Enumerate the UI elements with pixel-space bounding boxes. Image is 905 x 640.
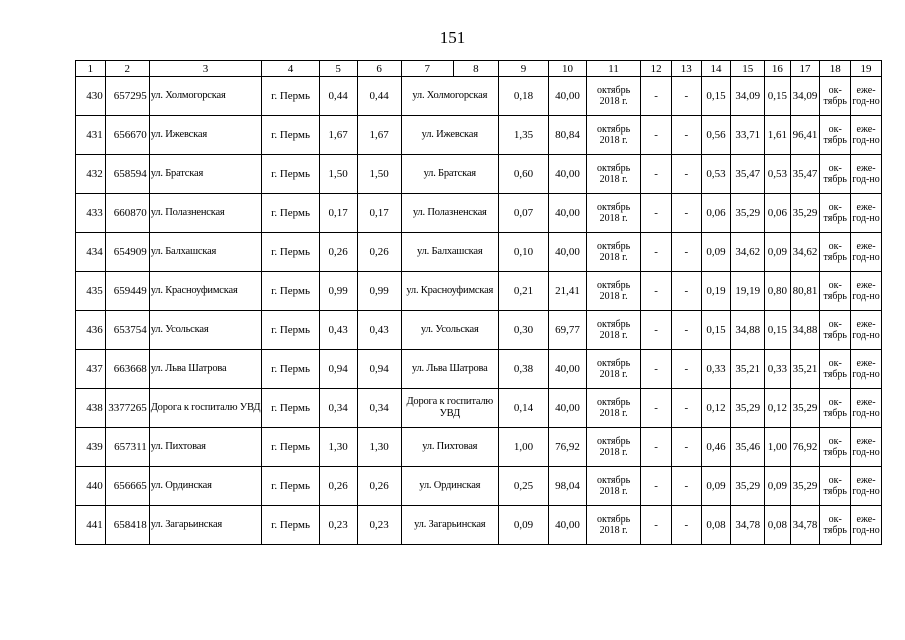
row-number-cell: 431: [76, 116, 106, 155]
table-row: [76, 272, 882, 311]
month-cell: ок-тябрь: [820, 272, 851, 311]
code-cell: 656665: [105, 467, 149, 506]
month-cell: ок-тябрь: [820, 77, 851, 116]
frequency-cell: еже-год-но: [851, 233, 882, 272]
value-cell: 1,67: [357, 116, 401, 155]
code-cell: 3377265: [105, 389, 149, 428]
column-header: 18: [820, 61, 851, 77]
value-cell: 76,92: [790, 428, 820, 467]
table-row: [76, 350, 882, 389]
city-cell: г. Пермь: [262, 155, 319, 194]
city-cell: г. Пермь: [262, 272, 319, 311]
city-cell: г. Пермь: [262, 506, 319, 545]
date-cell: октябрь 2018 г.: [586, 350, 640, 389]
city-cell: г. Пермь: [262, 233, 319, 272]
value-cell: 40,00: [549, 155, 587, 194]
column-header: 12: [641, 61, 672, 77]
value-cell: 0,10: [498, 233, 548, 272]
table-row: [76, 116, 882, 155]
table-row: [76, 194, 882, 233]
frequency-cell: еже-год-но: [851, 350, 882, 389]
dash-cell: -: [671, 116, 701, 155]
date-cell: октябрь 2018 г.: [586, 77, 640, 116]
value-cell: 40,00: [549, 194, 587, 233]
date-cell: октябрь 2018 г.: [586, 194, 640, 233]
roads-table-container: [75, 60, 882, 545]
table-row: [76, 311, 882, 350]
value-cell: 80,81: [790, 272, 820, 311]
value-cell: 35,29: [790, 389, 820, 428]
value-cell: 0,09: [701, 233, 731, 272]
value-cell: 34,62: [731, 233, 765, 272]
value-cell: 0,26: [319, 467, 357, 506]
frequency-cell: еже-год-но: [851, 272, 882, 311]
road-name-cell: ул. Полазненская: [401, 194, 498, 233]
value-cell: 0,46: [701, 428, 731, 467]
city-cell: г. Пермь: [262, 77, 319, 116]
column-header: 2: [105, 61, 149, 77]
page-number: 151: [439, 28, 466, 47]
column-header: 1: [76, 61, 106, 77]
value-cell: 69,77: [549, 311, 587, 350]
city-cell: г. Пермь: [262, 311, 319, 350]
dash-cell: -: [641, 350, 672, 389]
frequency-cell: еже-год-но: [851, 506, 882, 545]
month-cell: ок-тябрь: [820, 350, 851, 389]
column-header: 5: [319, 61, 357, 77]
code-cell: 658418: [105, 506, 149, 545]
column-header: 9: [498, 61, 548, 77]
dash-cell: -: [641, 155, 672, 194]
date-cell: октябрь 2018 г.: [586, 311, 640, 350]
value-cell: 0,38: [498, 350, 548, 389]
value-cell: 35,29: [731, 467, 765, 506]
city-cell: г. Пермь: [262, 428, 319, 467]
value-cell: 34,62: [790, 233, 820, 272]
value-cell: 0,21: [498, 272, 548, 311]
road-name-cell: ул. Льва Шатрова: [401, 350, 498, 389]
frequency-cell: еже-год-но: [851, 467, 882, 506]
road-name-cell: ул. Холмогорская: [401, 77, 498, 116]
code-cell: 657295: [105, 77, 149, 116]
value-cell: 35,47: [790, 155, 820, 194]
road-name-cell: ул. Усольская: [401, 311, 498, 350]
value-cell: 40,00: [549, 77, 587, 116]
code-cell: 656670: [105, 116, 149, 155]
month-cell: ок-тябрь: [820, 194, 851, 233]
date-cell: октябрь 2018 г.: [586, 272, 640, 311]
value-cell: 21,41: [549, 272, 587, 311]
value-cell: 35,47: [731, 155, 765, 194]
road-name-cell: ул. Пихтовая: [401, 428, 498, 467]
code-cell: 654909: [105, 233, 149, 272]
row-number-cell: 435: [76, 272, 106, 311]
dash-cell: -: [671, 389, 701, 428]
value-cell: 0,99: [319, 272, 357, 311]
dash-cell: -: [671, 428, 701, 467]
value-cell: 33,71: [731, 116, 765, 155]
dash-cell: -: [641, 428, 672, 467]
value-cell: 0,18: [498, 77, 548, 116]
value-cell: 35,29: [790, 194, 820, 233]
value-cell: 0,12: [701, 389, 731, 428]
value-cell: 0,25: [498, 467, 548, 506]
dash-cell: -: [671, 155, 701, 194]
table-row: [76, 389, 882, 428]
date-cell: октябрь 2018 г.: [586, 233, 640, 272]
dash-cell: -: [671, 77, 701, 116]
value-cell: 1,35: [498, 116, 548, 155]
road-name-cell: ул. Балхашская: [401, 233, 498, 272]
city-cell: г. Пермь: [262, 116, 319, 155]
value-cell: 0,56: [701, 116, 731, 155]
row-number-cell: 430: [76, 77, 106, 116]
value-cell: 35,29: [731, 389, 765, 428]
column-header: 6: [357, 61, 401, 77]
value-cell: 0,09: [701, 467, 731, 506]
value-cell: 1,00: [498, 428, 548, 467]
value-cell: 0,34: [357, 389, 401, 428]
table-row: [76, 233, 882, 272]
street-name-cell: Дорога к госпиталю УВД: [149, 389, 262, 428]
value-cell: 0,15: [765, 311, 791, 350]
value-cell: 0,09: [765, 233, 791, 272]
column-header: 11: [586, 61, 640, 77]
value-cell: 35,21: [731, 350, 765, 389]
month-cell: ок-тябрь: [820, 467, 851, 506]
dash-cell: -: [671, 350, 701, 389]
month-cell: ок-тябрь: [820, 506, 851, 545]
column-header: 8: [453, 61, 498, 77]
month-cell: ок-тябрь: [820, 116, 851, 155]
value-cell: 0,09: [498, 506, 548, 545]
street-name-cell: ул. Красноуфимская: [149, 272, 262, 311]
value-cell: 40,00: [549, 350, 587, 389]
dash-cell: -: [641, 233, 672, 272]
street-name-cell: ул. Льва Шатрова: [149, 350, 262, 389]
street-name-cell: ул. Балхашская: [149, 233, 262, 272]
frequency-cell: еже-год-но: [851, 194, 882, 233]
value-cell: 40,00: [549, 389, 587, 428]
dash-cell: -: [671, 194, 701, 233]
column-header: 10: [549, 61, 587, 77]
code-cell: 663668: [105, 350, 149, 389]
value-cell: 0,99: [357, 272, 401, 311]
value-cell: 0,08: [765, 506, 791, 545]
street-name-cell: ул. Холмогорская: [149, 77, 262, 116]
value-cell: 1,30: [357, 428, 401, 467]
value-cell: 0,14: [498, 389, 548, 428]
frequency-cell: еже-год-но: [851, 77, 882, 116]
table-row: [76, 467, 882, 506]
date-cell: октябрь 2018 г.: [586, 155, 640, 194]
row-number-cell: 440: [76, 467, 106, 506]
road-name-cell: ул. Загарьинская: [401, 506, 498, 545]
value-cell: 0,26: [357, 467, 401, 506]
city-cell: г. Пермь: [262, 467, 319, 506]
month-cell: ок-тябрь: [820, 311, 851, 350]
row-number-cell: 436: [76, 311, 106, 350]
value-cell: 98,04: [549, 467, 587, 506]
value-cell: 19,19: [731, 272, 765, 311]
value-cell: 35,29: [790, 467, 820, 506]
code-cell: 660870: [105, 194, 149, 233]
value-cell: 0,80: [765, 272, 791, 311]
value-cell: 0,43: [357, 311, 401, 350]
value-cell: 0,15: [701, 77, 731, 116]
month-cell: ок-тябрь: [820, 155, 851, 194]
value-cell: 0,09: [765, 467, 791, 506]
header-row: [76, 61, 882, 77]
value-cell: 0,33: [701, 350, 731, 389]
street-name-cell: ул. Загарьинская: [149, 506, 262, 545]
value-cell: 0,15: [701, 311, 731, 350]
column-header: 15: [731, 61, 765, 77]
value-cell: 34,09: [731, 77, 765, 116]
dash-cell: -: [641, 311, 672, 350]
frequency-cell: еже-год-но: [851, 389, 882, 428]
frequency-cell: еже-год-но: [851, 155, 882, 194]
table-body: [76, 77, 882, 545]
road-name-cell: ул. Ижевская: [401, 116, 498, 155]
road-name-cell: Дорога к госпиталю УВД: [401, 389, 498, 428]
value-cell: 34,88: [790, 311, 820, 350]
value-cell: 0,44: [357, 77, 401, 116]
value-cell: 0,26: [357, 233, 401, 272]
dash-cell: -: [641, 116, 672, 155]
column-header: 19: [851, 61, 882, 77]
street-name-cell: ул. Пихтовая: [149, 428, 262, 467]
value-cell: 0,30: [498, 311, 548, 350]
month-cell: ок-тябрь: [820, 428, 851, 467]
row-number-cell: 439: [76, 428, 106, 467]
value-cell: 0,17: [319, 194, 357, 233]
column-header: 3: [149, 61, 262, 77]
dash-cell: -: [641, 272, 672, 311]
value-cell: 0,44: [319, 77, 357, 116]
value-cell: 1,30: [319, 428, 357, 467]
city-cell: г. Пермь: [262, 389, 319, 428]
value-cell: 35,46: [731, 428, 765, 467]
dash-cell: -: [671, 506, 701, 545]
table-row: [76, 428, 882, 467]
value-cell: 0,33: [765, 350, 791, 389]
value-cell: 1,61: [765, 116, 791, 155]
value-cell: 1,50: [357, 155, 401, 194]
value-cell: 96,41: [790, 116, 820, 155]
month-cell: ок-тябрь: [820, 389, 851, 428]
date-cell: октябрь 2018 г.: [586, 428, 640, 467]
month-cell: ок-тябрь: [820, 233, 851, 272]
dash-cell: -: [671, 272, 701, 311]
dash-cell: -: [641, 389, 672, 428]
row-number-cell: 434: [76, 233, 106, 272]
value-cell: 0,53: [701, 155, 731, 194]
dash-cell: -: [641, 194, 672, 233]
table-row: [76, 155, 882, 194]
value-cell: 0,60: [498, 155, 548, 194]
value-cell: 0,94: [357, 350, 401, 389]
dash-cell: -: [641, 506, 672, 545]
frequency-cell: еже-год-но: [851, 311, 882, 350]
column-header: 4: [262, 61, 319, 77]
value-cell: 0,23: [319, 506, 357, 545]
column-header: 13: [671, 61, 701, 77]
value-cell: 0,12: [765, 389, 791, 428]
code-cell: 659449: [105, 272, 149, 311]
code-cell: 653754: [105, 311, 149, 350]
value-cell: 1,50: [319, 155, 357, 194]
column-header: 7: [401, 61, 453, 77]
dash-cell: -: [641, 77, 672, 116]
value-cell: 1,00: [765, 428, 791, 467]
value-cell: 0,26: [319, 233, 357, 272]
value-cell: 0,08: [701, 506, 731, 545]
frequency-cell: еже-год-но: [851, 428, 882, 467]
value-cell: 35,21: [790, 350, 820, 389]
table-row: [76, 77, 882, 116]
dash-cell: -: [641, 467, 672, 506]
code-cell: 658594: [105, 155, 149, 194]
row-number-cell: 432: [76, 155, 106, 194]
dash-cell: -: [671, 467, 701, 506]
value-cell: 34,09: [790, 77, 820, 116]
value-cell: 40,00: [549, 233, 587, 272]
column-header: 16: [765, 61, 791, 77]
value-cell: 34,88: [731, 311, 765, 350]
dash-cell: -: [671, 233, 701, 272]
street-name-cell: ул. Ижевская: [149, 116, 262, 155]
value-cell: 0,06: [701, 194, 731, 233]
value-cell: 0,34: [319, 389, 357, 428]
city-cell: г. Пермь: [262, 350, 319, 389]
date-cell: октябрь 2018 г.: [586, 116, 640, 155]
road-name-cell: ул. Братская: [401, 155, 498, 194]
road-name-cell: ул. Красноуфимская: [401, 272, 498, 311]
value-cell: 0,94: [319, 350, 357, 389]
value-cell: 40,00: [549, 506, 587, 545]
value-cell: 0,17: [357, 194, 401, 233]
dash-cell: -: [671, 311, 701, 350]
road-name-cell: ул. Ординская: [401, 467, 498, 506]
value-cell: 34,78: [790, 506, 820, 545]
row-number-cell: 433: [76, 194, 106, 233]
street-name-cell: ул. Ординская: [149, 467, 262, 506]
row-number-cell: 438: [76, 389, 106, 428]
column-header: 14: [701, 61, 731, 77]
street-name-cell: ул. Усольская: [149, 311, 262, 350]
date-cell: октябрь 2018 г.: [586, 389, 640, 428]
street-name-cell: ул. Полазненская: [149, 194, 262, 233]
roads-table: [75, 60, 882, 545]
value-cell: 0,23: [357, 506, 401, 545]
value-cell: 0,06: [765, 194, 791, 233]
value-cell: 76,92: [549, 428, 587, 467]
value-cell: 0,07: [498, 194, 548, 233]
value-cell: 34,78: [731, 506, 765, 545]
value-cell: 1,67: [319, 116, 357, 155]
row-number-cell: 437: [76, 350, 106, 389]
value-cell: 0,53: [765, 155, 791, 194]
date-cell: октябрь 2018 г.: [586, 506, 640, 545]
value-cell: 35,29: [731, 194, 765, 233]
value-cell: 0,19: [701, 272, 731, 311]
row-number-cell: 441: [76, 506, 106, 545]
frequency-cell: еже-год-но: [851, 116, 882, 155]
table-row: [76, 506, 882, 545]
date-cell: октябрь 2018 г.: [586, 467, 640, 506]
column-header: 17: [790, 61, 820, 77]
value-cell: 0,15: [765, 77, 791, 116]
value-cell: 0,43: [319, 311, 357, 350]
city-cell: г. Пермь: [262, 194, 319, 233]
street-name-cell: ул. Братская: [149, 155, 262, 194]
code-cell: 657311: [105, 428, 149, 467]
value-cell: 80,84: [549, 116, 587, 155]
